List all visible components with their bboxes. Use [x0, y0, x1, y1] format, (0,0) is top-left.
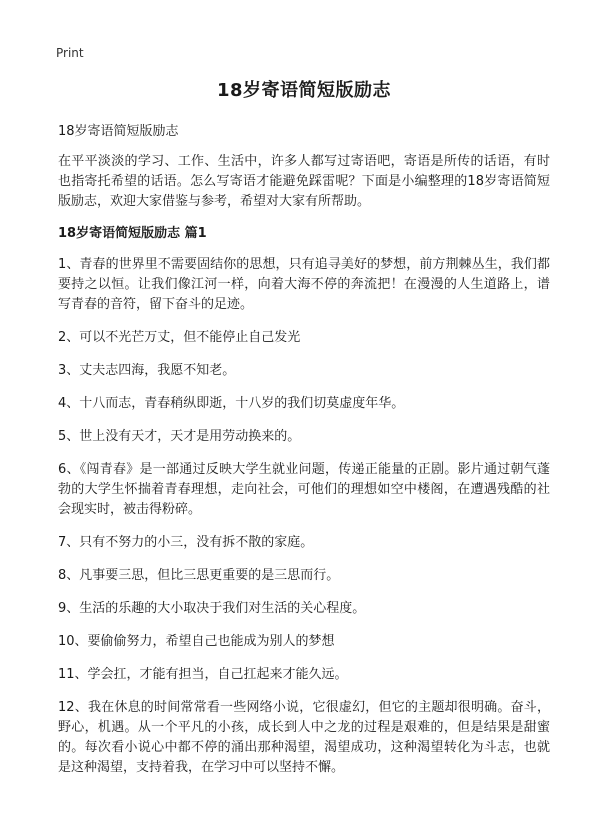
section-heading: 18岁寄语简短版励志 篇1	[58, 226, 207, 241]
print-link[interactable]: Print	[56, 46, 84, 60]
intro-paragraph: 在平平淡淡的学习、工作、生活中，许多人都写过寄语吧，寄语是所传的话语，有时也指寄托希望的话语。怎么写寄语才能避免踩雷呢？下面是小编整理的18岁寄语简短版励志，欢迎大家借鉴与参考，希望对大家有所帮助。	[58, 154, 550, 209]
list-item: 7、只有不努力的小三，没有拆不散的家庭。	[58, 535, 314, 550]
list-item: 6、《闯青春》是一部通过反映大学生就业问题，传递正能量的正剧。影片通过朝气蓬勃的大学生怀揣着青春理想，走向社会，可他们的理想如空中楼阁，在遭遇残酷的社会现实时，被击得粉碎。	[58, 462, 550, 517]
list-item: 11、学会扛，才能有担当，自己扛起来才能久远。	[58, 667, 348, 682]
list-item: 8、凡事要三思，但比三思更重要的是三思而行。	[58, 568, 340, 583]
list-item: 4、十八而志，青春稍纵即逝，十八岁的我们切莫虚度年华。	[58, 396, 405, 411]
list-item: 9、生活的乐趣的大小取决于我们对生活的关心程度。	[58, 601, 366, 616]
list-item: 12、我在休息的时间常常看一些网络小说，它很虚幻，但它的主题却很明确。奋斗，野心，机遇。从一个平凡的小孩，成长到人中之龙的过程是艰难的，但是结果是甜蜜的。每次看小说心中都不停的涌出那种渴望，渴望成功，这种渴望转化为斗志，也就是这种渴望，支持着我，在学习中可以坚持不懈。	[58, 700, 550, 775]
list-item: 5、世上没有天才，天才是用劳动换来的。	[58, 429, 301, 444]
article-subtitle: 18岁寄语简短版励志	[58, 124, 179, 139]
article	[58, 78, 550, 791]
list-item: 2、可以不光芒万丈，但不能停止自己发光	[58, 330, 301, 345]
list-item: 3、丈夫志四海，我愿不知老。	[58, 363, 236, 378]
list-item: 1、青春的世界里不需要固结你的思想，只有追寻美好的梦想，前方荆棘丛生，我们都要持之以恒。让我们像江河一样，向着大海不停的奔流把！在漫漫的人生道路上，谱写青春的音符，留下奋斗的足迹。	[58, 257, 550, 312]
page-title: 18岁寄语简短版励志	[216, 80, 392, 101]
list-item: 10、要偷偷努力，希望自己也能成为别人的梦想	[58, 634, 335, 649]
